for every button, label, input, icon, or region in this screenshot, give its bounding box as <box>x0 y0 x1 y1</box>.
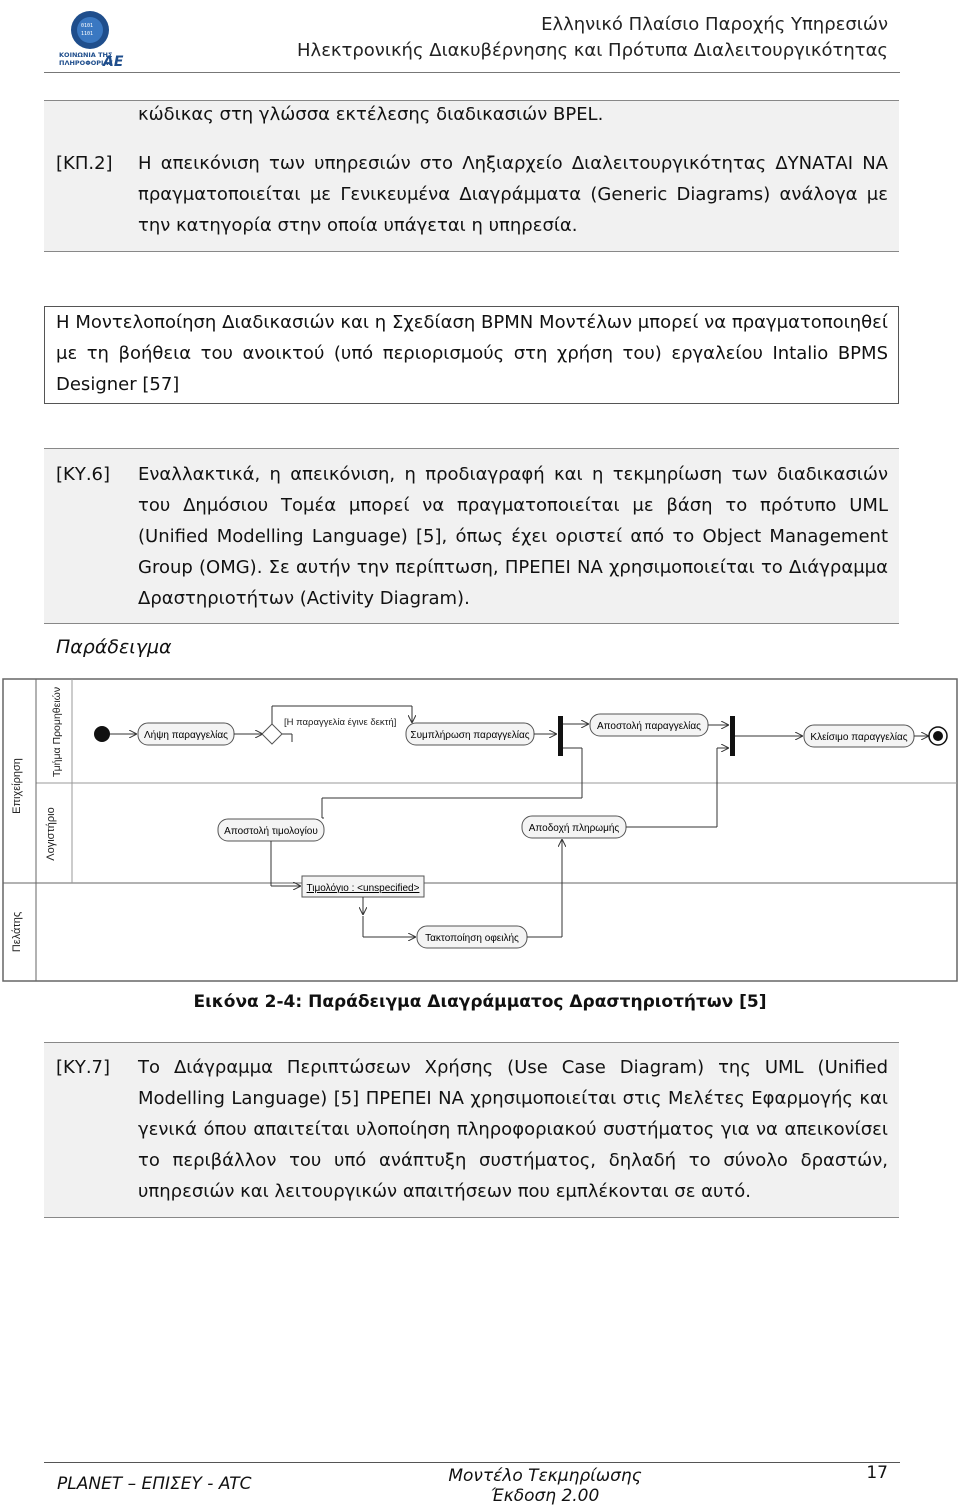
object-node-label: Τιμολόγιο : <unspecified> <box>306 883 420 894</box>
action-label: Κλείσιμο παραγγελίας <box>810 732 908 743</box>
guard-label: [Η παραγγελία έγινε δεκτή] <box>284 717 397 728</box>
header-title-line2: Ηλεκτρονικής Διακυβέρνησης και Πρότυπα Διαλειτουργικότητας <box>297 40 888 61</box>
activity-diagram <box>2 678 958 982</box>
footer-left: PLANET – ΕΠΙΣΕΥ - ATC <box>57 1474 252 1494</box>
lane-label-customer: Πελάτης <box>11 911 23 953</box>
lane-label-procurement: Τμήμα Προμηθειών <box>51 686 63 778</box>
footer-divider <box>44 1462 900 1463</box>
svg-text:0101: 0101 <box>81 23 94 29</box>
requirement-text: Η απεικόνιση των υπηρεσιών στο Ληξιαρχείο Διαλειτουργικότητας ΔΥΝΑΤΑΙ ΝΑ πραγματοποιείται με Γενικευμένα Διαγράμματα (Generic Diagrams) ανάλογα με την κατηγορία στην οποία υπάγεται η υπηρεσία. <box>138 153 888 236</box>
lane-label-accounting: Λογιστήριο <box>45 807 57 861</box>
logo-text-ae: ΑΕ <box>103 54 124 70</box>
action-label: Λήψη παραγγελίας <box>144 730 228 741</box>
lane-label-company: Επιχείρηση <box>11 758 23 814</box>
logo-text-1: ΚΟΙΝΩΝΙΑ ΤΗΣ <box>59 51 113 59</box>
requirement-text: Το Διάγραμμα Περιπτώσεων Χρήσης (Use Case Diagram) της UML (Unified Modelling Language) [5] ΠΡΕΠΕΙ ΝΑ χρησιμοποιείται στις Μελέτες Εφαρμογής και γενικά όπου απαιτείται υλοποίηση πληροφοριακού συστήματος για να απεικονίσει το περιβάλλον του υπό ανάπτυξη συστήματος, δηλαδή το σύνολο δραστών, υπηρεσιών και λειτουργικών απαιτήσεων που εμπλέκονται σε αυτό. <box>138 1057 888 1202</box>
final-node-core <box>933 731 943 741</box>
footer-center-line2: Έκδοση 2.00 <box>490 1486 600 1506</box>
footer-center-line1: Μοντέλο Τεκμηρίωσης <box>448 1466 642 1486</box>
header-divider <box>44 72 900 73</box>
logo-text-2: ΠΛΗΡΟΦΟΡΙΑΣ <box>59 59 113 67</box>
action-label: Αποστολή παραγγελίας <box>597 721 701 732</box>
requirement-text: Εναλλακτικά, η απεικόνιση, η προδιαγραφή και η τεκμηρίωση των διαδικασιών του Δημόσιου Τομέα μπορεί να πραγματοποιείται με βάση το πρότυπο UML (Unified Modelling Language) [5], όπως έχει οριστεί από το Object Management Group (OMG). Σε αυτήν την περίπτωση, ΠΡΕΠΕΙ ΝΑ χρησιμοποιείται το Διάγραμμα Δραστηριοτήτων (Activity Diagram). <box>138 464 888 609</box>
continued-text: κώδικας στη γλώσσα εκτέλεσης διαδικασιών BPEL. <box>138 104 604 125</box>
figure-caption: Εικόνα 2-4: Παράδειγμα Διαγράμματος Δραστηριοτήτων [5] <box>193 992 767 1012</box>
action-label: Αποδοχή πληρωμής <box>528 823 620 834</box>
join-bar <box>730 716 735 756</box>
page-number: 17 <box>866 1463 888 1483</box>
note-text: Η Μοντελοποίηση Διαδικασιών και η Σχεδίαση BPMN Μοντέλων μπορεί να πραγματοποιηθεί με τη βοήθεια του ανοικτού (υπό περιορισμούς στη χρήση του) εργαλείου Intalio BPMS Designer [57] <box>56 312 888 395</box>
svg-text:1101: 1101 <box>81 31 94 37</box>
header-title-line1: Ελληνικό Πλαίσιο Παροχής Υπηρεσιών <box>541 14 888 35</box>
requirement-code: [ΚΥ.7] <box>56 1057 111 1078</box>
logo-info-society <box>55 8 125 70</box>
action-label: Τακτοποίηση οφειλής <box>425 933 519 944</box>
fork-bar <box>558 716 563 756</box>
example-label: Παράδειγμα <box>56 636 172 658</box>
requirement-code: [ΚΥ.6] <box>56 464 111 485</box>
action-label: Συμπλήρωση παραγγελίας <box>410 730 530 741</box>
action-label: Αποστολή τιμολογίου <box>224 826 318 837</box>
initial-node <box>94 726 110 742</box>
requirement-code: [ΚΠ.2] <box>56 153 113 174</box>
